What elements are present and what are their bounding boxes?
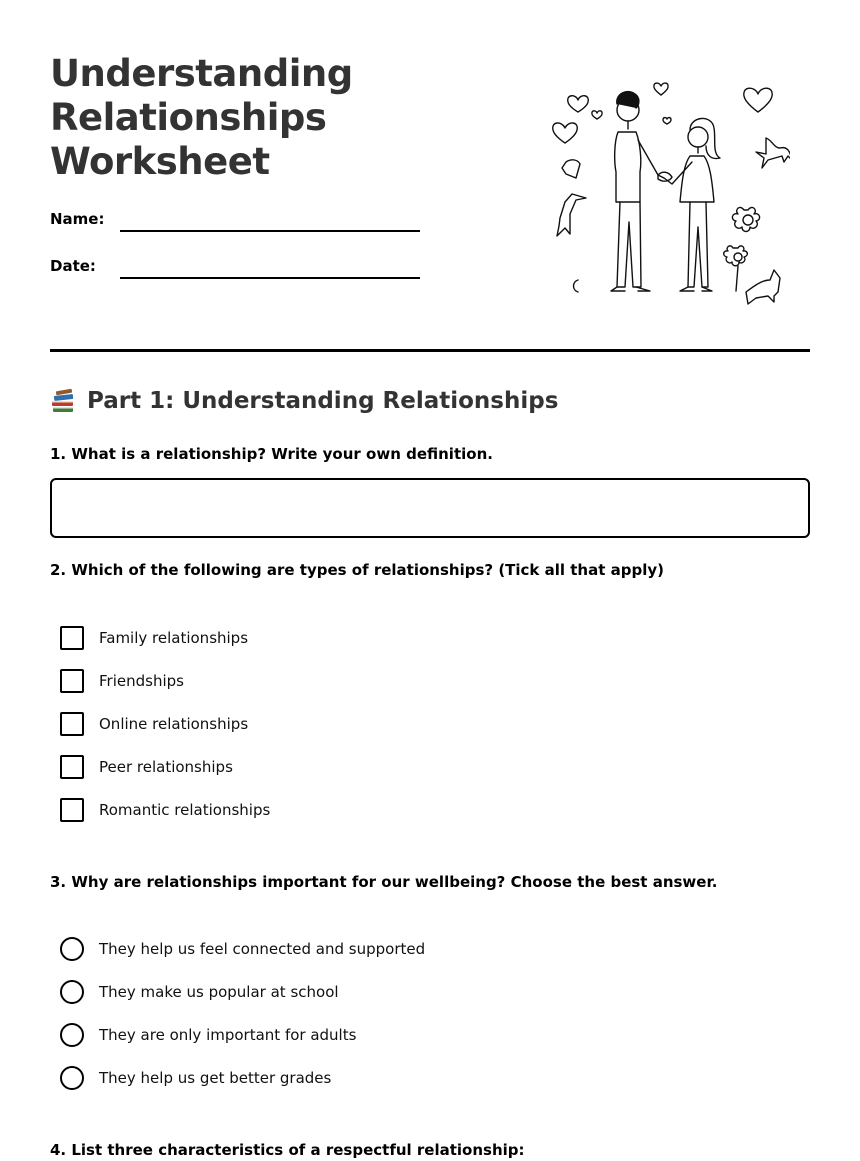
- option-better-grades[interactable]: [60, 1066, 331, 1090]
- radio-button[interactable]: [60, 980, 84, 1004]
- question-2: 2. Which of the following are types of relationships? (Tick all that apply): [50, 561, 664, 579]
- name-field[interactable]: [120, 230, 420, 232]
- title-line-1: Understanding: [50, 52, 353, 95]
- radio-button[interactable]: [60, 1066, 84, 1090]
- part1-heading-text: Part 1: Understanding Relationships: [87, 388, 559, 414]
- heart-icon: [553, 123, 577, 143]
- heart-icon: [568, 96, 589, 112]
- option-label: They help us get better grades: [99, 1069, 332, 1087]
- heart-icon: [654, 83, 668, 95]
- option-label: Romantic relationships: [99, 801, 271, 819]
- checkbox[interactable]: [60, 626, 84, 650]
- question-4: 4. List three characteristics of a respectful relationship:: [50, 1141, 525, 1159]
- books-icon: [50, 388, 76, 414]
- option-connected-supported[interactable]: [60, 937, 425, 961]
- title-line-2: Relationships: [50, 96, 327, 139]
- couple-illustration: [540, 70, 790, 305]
- option-only-adults[interactable]: [60, 1023, 356, 1047]
- option-romantic-relationships[interactable]: [60, 798, 270, 822]
- page-title: [50, 52, 353, 184]
- heart-icon: [744, 88, 772, 112]
- heart-icon: [592, 111, 602, 119]
- option-label: Online relationships: [99, 715, 249, 733]
- title-line-3: Worksheet: [50, 140, 270, 183]
- date-label: Date:: [50, 257, 96, 275]
- question-1-answer-box[interactable]: [50, 478, 810, 538]
- option-family-relationships[interactable]: [60, 626, 248, 650]
- option-label: Family relationships: [99, 629, 249, 647]
- option-label: Peer relationships: [99, 758, 233, 776]
- radio-button[interactable]: [60, 937, 84, 961]
- question-1: 1. What is a relationship? Write your own definition.: [50, 445, 493, 463]
- checkbox[interactable]: [60, 669, 84, 693]
- radio-button[interactable]: [60, 1023, 84, 1047]
- date-field[interactable]: [120, 277, 420, 279]
- checkbox[interactable]: [60, 755, 84, 779]
- checkbox[interactable]: [60, 712, 84, 736]
- section-divider: [50, 349, 810, 352]
- option-popular-at-school[interactable]: [60, 980, 339, 1004]
- option-peer-relationships[interactable]: [60, 755, 233, 779]
- part1-heading: [50, 388, 558, 414]
- option-label: They make us popular at school: [99, 983, 339, 1001]
- option-label: They are only important for adults: [99, 1026, 357, 1044]
- name-label: Name:: [50, 210, 105, 228]
- option-label: Friendships: [99, 672, 184, 690]
- question-3: 3. Why are relationships important for our wellbeing? Choose the best answer.: [50, 873, 718, 891]
- option-online-relationships[interactable]: [60, 712, 248, 736]
- checkbox[interactable]: [60, 798, 84, 822]
- option-label: They help us feel connected and supported: [99, 940, 426, 958]
- heart-icon: [663, 118, 671, 124]
- option-friendships[interactable]: [60, 669, 184, 693]
